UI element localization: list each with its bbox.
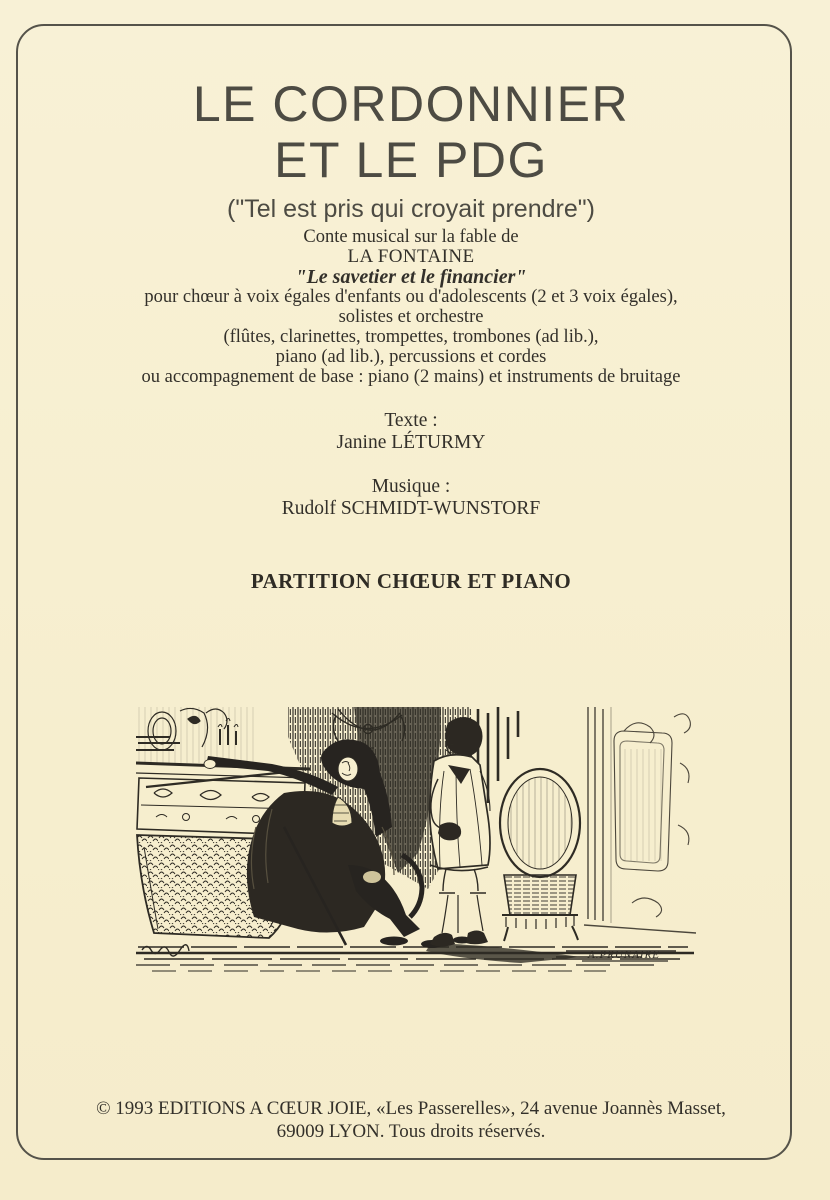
description-line: piano (ad lib.), percussions et cordes (275, 347, 547, 367)
music-author: Rudolf SCHMIDT-WUNSTORF (281, 497, 541, 519)
text-label: Texte : (384, 410, 438, 431)
mirror-sconce (136, 707, 256, 763)
copyright-line1: © 1993 EDITIONS A CŒUR JOIE, «Les Passerelles», 24 avenue Joannès Masset, (96, 1098, 726, 1119)
description-line: Conte musical sur la fable de (303, 227, 519, 247)
engraver-signature (582, 949, 668, 961)
edition-label: PARTITION CHŒUR ET PIANO (250, 569, 572, 593)
page-title-line2: ET LE PDG (274, 132, 548, 188)
music-credit (0, 476, 822, 519)
description-line: solistes et orchestre (338, 307, 484, 327)
fable-title: "Le savetier et le financier" (295, 266, 527, 288)
text-author: Janine LÉTURMY (336, 431, 486, 453)
music-label: Musique : (371, 476, 451, 497)
credits-block (0, 410, 822, 542)
page-title-line1: LE CORDONNIER (192, 76, 630, 132)
description-line: ou accompagnement de base : piano (2 mains) et instruments de bruitage (141, 367, 681, 387)
engraver-signature-text: A.PRUNAIRE (588, 949, 661, 961)
work-description (0, 227, 822, 387)
text-credit (0, 410, 822, 453)
oval-chair (500, 769, 580, 941)
author-la-fontaine: LA FONTAINE (347, 246, 475, 267)
copyright-line2: 69009 LYON. Tous droits réservés. (276, 1120, 546, 1142)
panelled-door (584, 707, 696, 933)
engraving-illustration (136, 707, 696, 979)
description-line: pour chœur à voix égales d'enfants ou d'adolescents (2 et 3 voix égales), (144, 287, 678, 307)
title-block (0, 76, 822, 224)
page-subtitle: ("Tel est pris qui croyait prendre") (227, 195, 595, 223)
copyright-notice (0, 1098, 822, 1143)
description-line: (flûtes, clarinettes, trompettes, trombones (ad lib.), (223, 327, 599, 347)
